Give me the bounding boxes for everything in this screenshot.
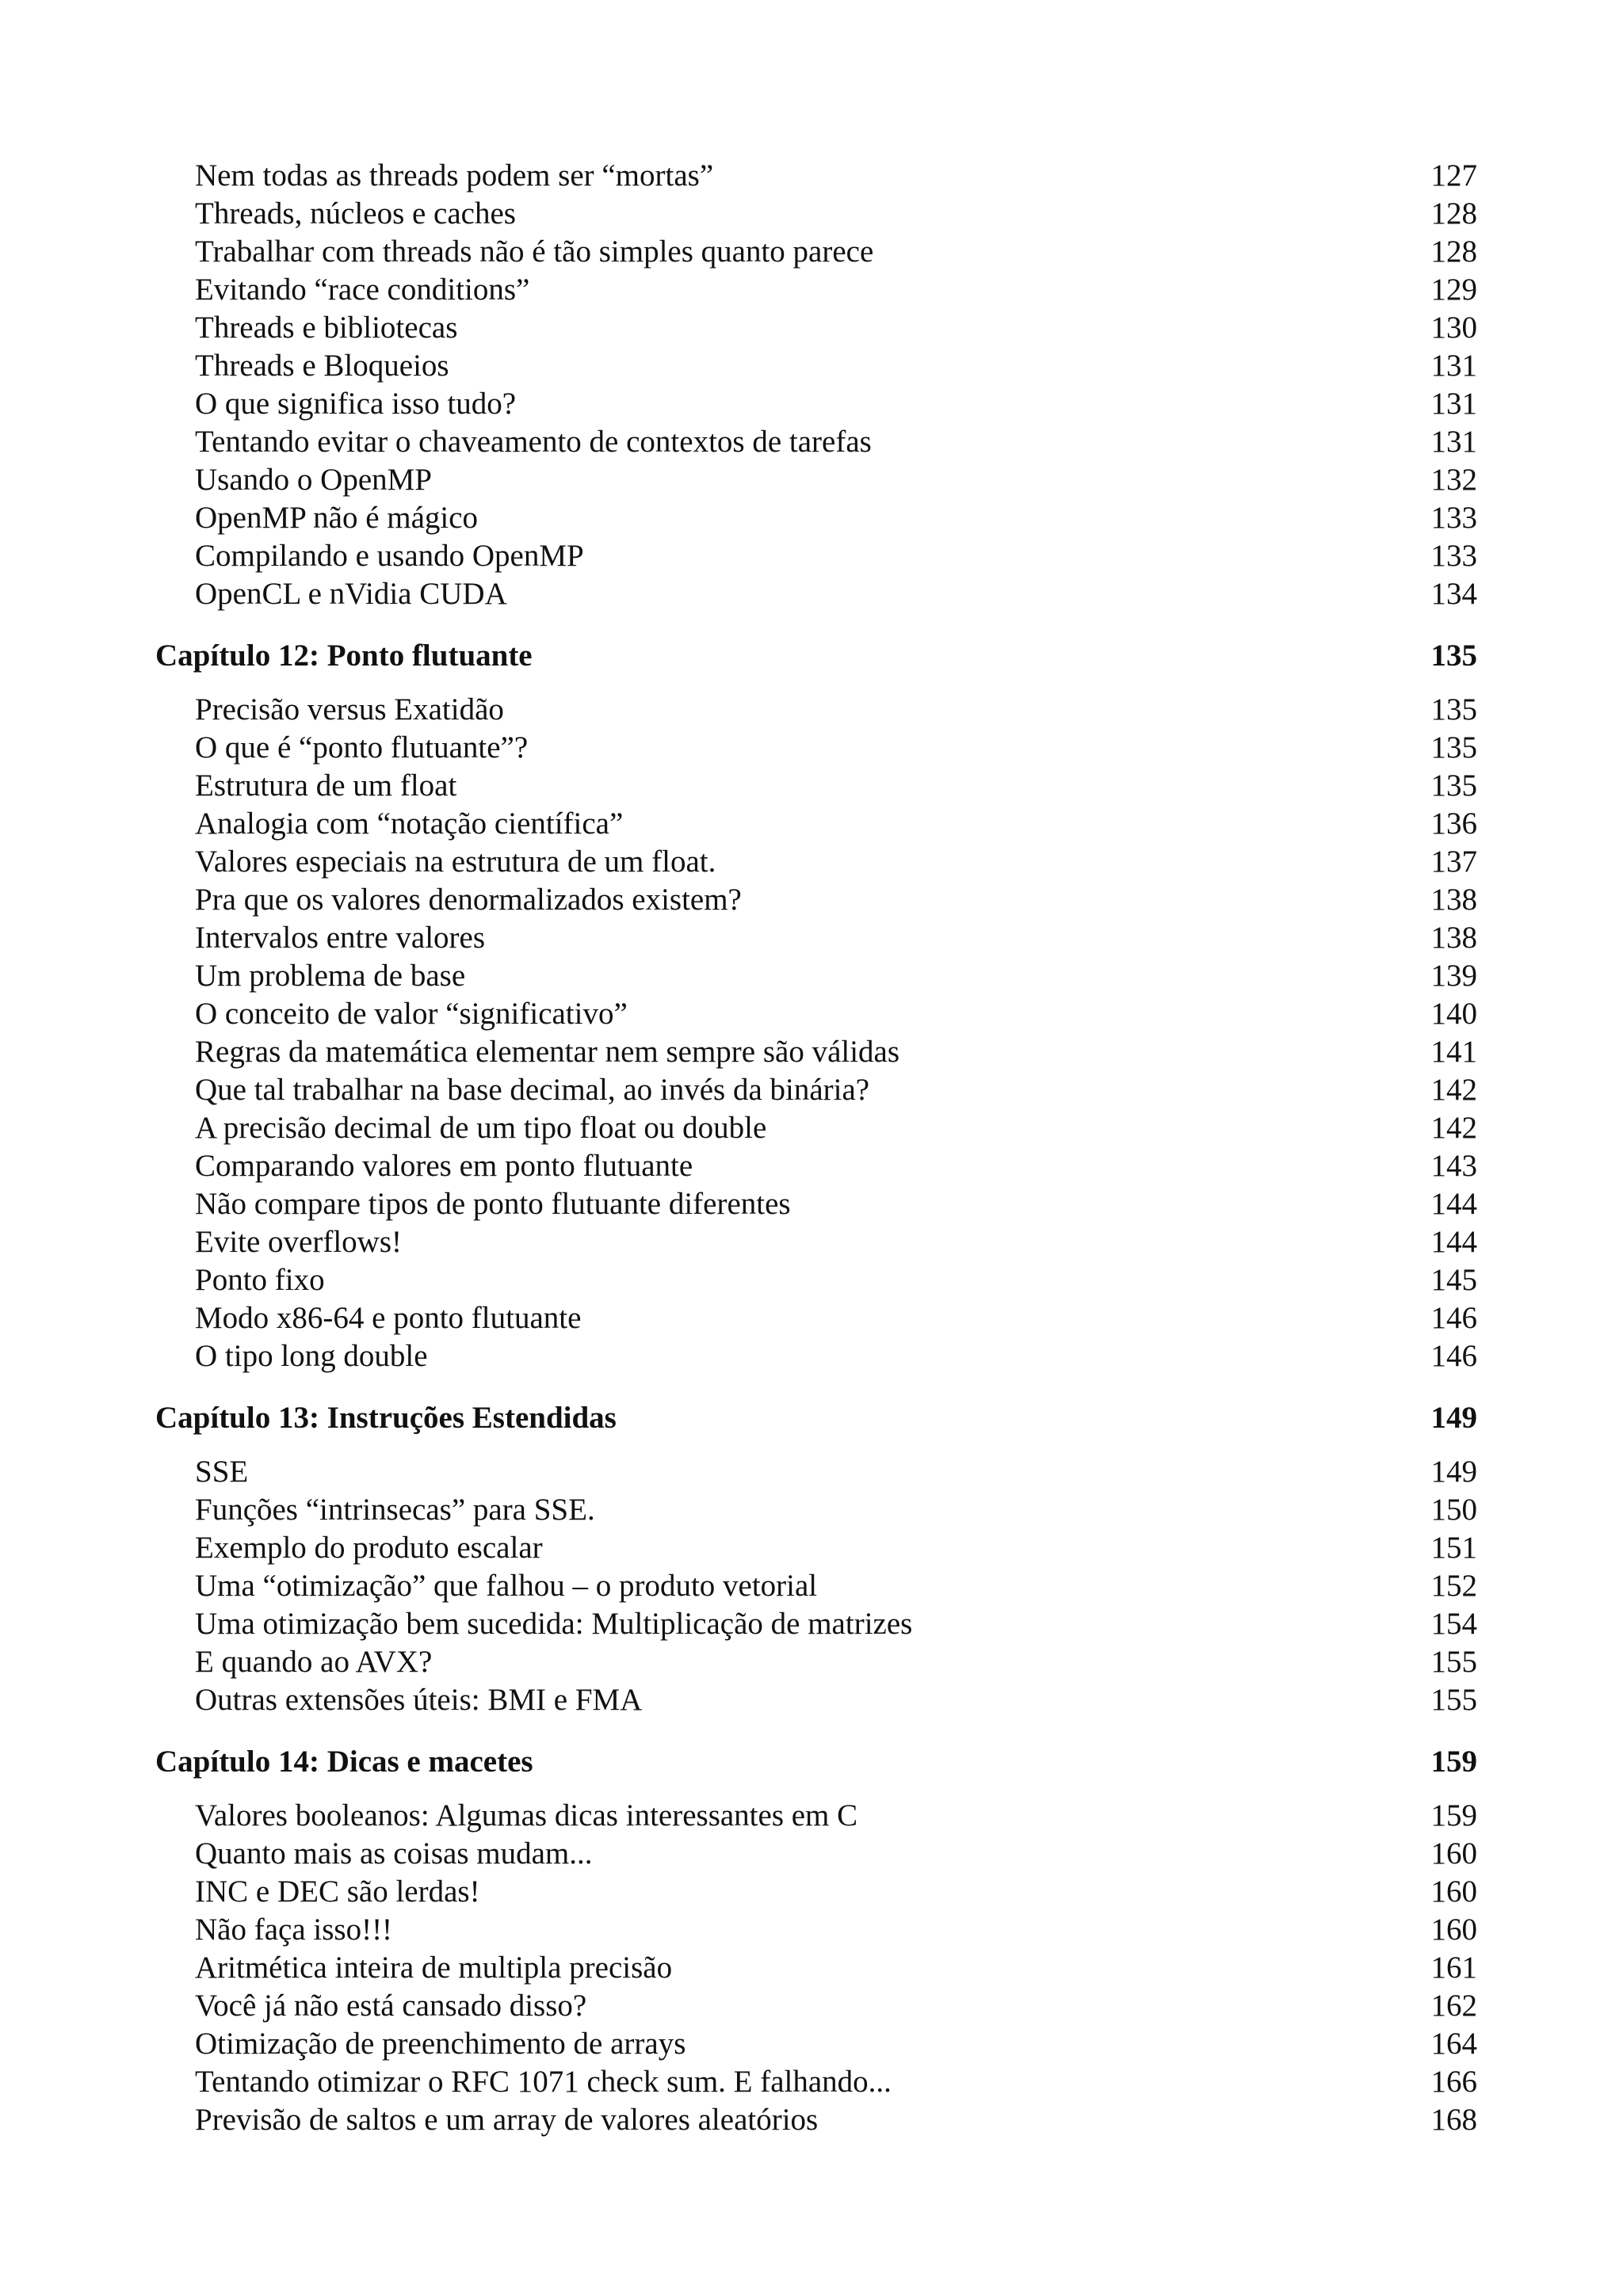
toc-section-row (155, 1071, 1477, 1109)
toc-section-title: Estrutura de um float (195, 769, 457, 803)
toc-section-row (155, 1299, 1477, 1337)
toc-chapter-row (155, 1399, 1477, 1437)
toc-section-title: Threads e Bloqueios (195, 349, 449, 383)
toc-section-title: Analogia com “notação científica” (195, 807, 624, 841)
toc-section-row (155, 461, 1477, 499)
toc-section-row (155, 423, 1477, 461)
toc-section-title: E quando ao AVX? (195, 1645, 433, 1679)
toc-section-row (155, 195, 1477, 233)
toc-section-title: Intervalos entre valores (195, 921, 486, 955)
toc-section-title: Usando o OpenMP (195, 463, 432, 497)
toc-section-row (155, 1185, 1477, 1223)
toc-page-number: 134 (1430, 577, 1477, 611)
toc-page-number: 159 (1430, 1798, 1477, 1833)
toc-page-number: 155 (1430, 1645, 1477, 1679)
toc-section-title: OpenCL e nVidia CUDA (195, 577, 507, 611)
toc-section-row (155, 805, 1477, 843)
toc-section-title: O que significa isso tudo? (195, 387, 517, 421)
toc-page-number: 155 (1430, 1683, 1477, 1717)
toc-section-title: O conceito de valor “significativo” (195, 997, 628, 1031)
toc-section-row (155, 1033, 1477, 1071)
toc-section-row (155, 2025, 1477, 2063)
toc-section-row (155, 919, 1477, 957)
toc-section-title: Evitando “race conditions” (195, 273, 530, 307)
toc-section-title: Otimização de preenchimento de arrays (195, 2027, 686, 2061)
toc-page-number: 131 (1430, 387, 1477, 421)
toc-page-number: 128 (1430, 235, 1477, 269)
toc-section-title: Valores booleanos: Algumas dicas interessantes em C (195, 1798, 858, 1833)
toc-page-number: 146 (1430, 1339, 1477, 1373)
toc-page-number: 143 (1430, 1149, 1477, 1183)
toc-section-title: Regras da matemática elementar nem sempre são válidas (195, 1035, 900, 1069)
toc-page-number: 159 (1430, 1745, 1477, 1779)
toc-section-row (155, 1529, 1477, 1567)
toc-page-number: 135 (1430, 692, 1477, 727)
toc-section-row (155, 843, 1477, 881)
toc-section-row (155, 1453, 1477, 1491)
toc-section-title: Quanto mais as coisas mudam... (195, 1836, 593, 1871)
toc-section-title: Exemplo do produto escalar (195, 1531, 543, 1565)
toc-section-title: Você já não está cansado disso? (195, 1989, 587, 2023)
toc-section-row (155, 1911, 1477, 1949)
toc-page-number: 128 (1430, 196, 1477, 231)
toc-section-row (155, 1147, 1477, 1185)
toc-section-row (155, 1605, 1477, 1643)
toc-chapter-row (155, 637, 1477, 675)
toc-section-title: Funções “intrinsecas” para SSE. (195, 1493, 595, 1527)
toc-section-row (155, 691, 1477, 729)
toc-page-number: 160 (1430, 1913, 1477, 1947)
toc-section-row (155, 2063, 1477, 2101)
toc-section-row (155, 1797, 1477, 1835)
toc-section-title: Não faça isso!!! (195, 1913, 393, 1947)
toc-section-row (155, 233, 1477, 271)
toc-page-number: 137 (1430, 845, 1477, 879)
toc-section-title: Nem todas as threads podem ser “mortas” (195, 158, 714, 193)
toc-section-title: Outras extensões úteis: BMI e FMA (195, 1683, 643, 1717)
toc-page-number: 135 (1430, 769, 1477, 803)
toc-section-row (155, 1261, 1477, 1299)
toc-section-row (155, 1491, 1477, 1529)
toc-page-number: 166 (1430, 2065, 1477, 2099)
toc-page-number: 135 (1430, 730, 1477, 765)
toc-page-number: 142 (1430, 1073, 1477, 1107)
toc-page-number: 138 (1430, 883, 1477, 917)
toc-section-row (155, 1643, 1477, 1681)
toc-section-title: INC e DEC são lerdas! (195, 1875, 480, 1909)
toc-section-row (155, 1873, 1477, 1911)
toc-section-title: A precisão decimal de um tipo float ou double (195, 1111, 767, 1145)
toc-page-number: 164 (1430, 2027, 1477, 2061)
toc-section-row (155, 1223, 1477, 1261)
toc-page-number: 150 (1430, 1493, 1477, 1527)
toc-page-number: 146 (1430, 1301, 1477, 1335)
toc-page-number: 168 (1430, 2103, 1477, 2137)
toc-page-number: 131 (1430, 425, 1477, 459)
toc-page-number: 160 (1430, 1875, 1477, 1909)
toc-section-title: Previsão de saltos e um array de valores aleatórios (195, 2103, 819, 2137)
toc-page-number: 141 (1430, 1035, 1477, 1069)
toc-page-number: 129 (1430, 273, 1477, 307)
toc-section-row (155, 1681, 1477, 1719)
toc-section-row (155, 537, 1477, 575)
toc-page-number: 140 (1430, 997, 1477, 1031)
toc-section-row (155, 729, 1477, 767)
toc-section-row (155, 157, 1477, 195)
toc-page-number: 152 (1430, 1569, 1477, 1603)
toc-section-title: Threads e bibliotecas (195, 311, 458, 345)
toc-section-title: Evite overflows! (195, 1225, 403, 1259)
toc-chapter-row (155, 1743, 1477, 1781)
toc-page-number: 162 (1430, 1989, 1477, 2023)
toc-section-title: Threads, núcleos e caches (195, 196, 516, 231)
toc-page-number: 161 (1430, 1951, 1477, 1985)
toc-section-title: Tentando evitar o chaveamento de contextos de tarefas (195, 425, 872, 459)
toc-section-row (155, 1567, 1477, 1605)
toc-section-title: Não compare tipos de ponto flutuante diferentes (195, 1187, 791, 1221)
toc-page-number: 142 (1430, 1111, 1477, 1145)
toc-page-number: 149 (1430, 1401, 1477, 1435)
toc-section-row (155, 1987, 1477, 2025)
toc-section-title: Compilando e usando OpenMP (195, 539, 584, 573)
toc-section-title: Aritmética inteira de multipla precisão (195, 1951, 673, 1985)
toc-section-title: Que tal trabalhar na base decimal, ao invés da binária? (195, 1073, 870, 1107)
toc-section-row (155, 1109, 1477, 1147)
toc-section-title: Um problema de base (195, 959, 466, 993)
toc-page-number: 138 (1430, 921, 1477, 955)
toc-page-number: 144 (1430, 1187, 1477, 1221)
toc-section-title: Uma otimização bem sucedida: Multiplicação de matrizes (195, 1607, 913, 1641)
toc-chapter-title: Capítulo 12: Ponto flutuante (155, 639, 533, 673)
toc-section-row (155, 1835, 1477, 1873)
toc-section-title: O tipo long double (195, 1339, 428, 1373)
toc-section-row (155, 271, 1477, 309)
toc-page-number: 151 (1430, 1531, 1477, 1565)
toc-section-row (155, 347, 1477, 385)
toc-section-title: Modo x86-64 e ponto flutuante (195, 1301, 582, 1335)
table-of-contents (155, 157, 1477, 2139)
toc-page-number: 144 (1430, 1225, 1477, 1259)
toc-section-row (155, 957, 1477, 995)
toc-section-row (155, 2101, 1477, 2139)
toc-page-number: 160 (1430, 1836, 1477, 1871)
toc-section-title: Comparando valores em ponto flutuante (195, 1149, 693, 1183)
toc-section-title: Ponto fixo (195, 1263, 325, 1297)
toc-page-number: 149 (1430, 1455, 1477, 1489)
toc-chapter-title: Capítulo 14: Dicas e macetes (155, 1745, 533, 1779)
toc-section-title: Trabalhar com threads não é tão simples quanto parece (195, 235, 874, 269)
toc-page-number: 145 (1430, 1263, 1477, 1297)
toc-section-title: Pra que os valores denormalizados existem? (195, 883, 742, 917)
toc-page-number: 136 (1430, 807, 1477, 841)
toc-page-number: 130 (1430, 311, 1477, 345)
toc-page-number: 135 (1430, 639, 1477, 673)
toc-section-title: OpenMP não é mágico (195, 501, 479, 535)
toc-page-number: 139 (1430, 959, 1477, 993)
toc-page-number: 132 (1430, 463, 1477, 497)
toc-section-title: Tentando otimizar o RFC 1071 check sum. E falhando... (195, 2065, 892, 2099)
toc-page-number: 131 (1430, 349, 1477, 383)
toc-page-number: 133 (1430, 539, 1477, 573)
toc-chapter-title: Capítulo 13: Instruções Estendidas (155, 1401, 617, 1435)
toc-section-row (155, 881, 1477, 919)
toc-section-title: O que é “ponto flutuante”? (195, 730, 529, 765)
toc-section-row (155, 309, 1477, 347)
toc-page-number: 154 (1430, 1607, 1477, 1641)
toc-section-row (155, 575, 1477, 613)
toc-section-row (155, 499, 1477, 537)
toc-section-row (155, 1949, 1477, 1987)
toc-section-title: SSE (195, 1455, 249, 1489)
toc-section-title: Uma “otimização” que falhou – o produto vetorial (195, 1569, 818, 1603)
toc-page-number: 133 (1430, 501, 1477, 535)
toc-section-row (155, 767, 1477, 805)
toc-section-title: Valores especiais na estrutura de um float. (195, 845, 716, 879)
toc-section-title: Precisão versus Exatidão (195, 692, 504, 727)
toc-section-row (155, 1337, 1477, 1375)
toc-section-row (155, 385, 1477, 423)
toc-section-row (155, 995, 1477, 1033)
toc-page-number: 127 (1430, 158, 1477, 193)
